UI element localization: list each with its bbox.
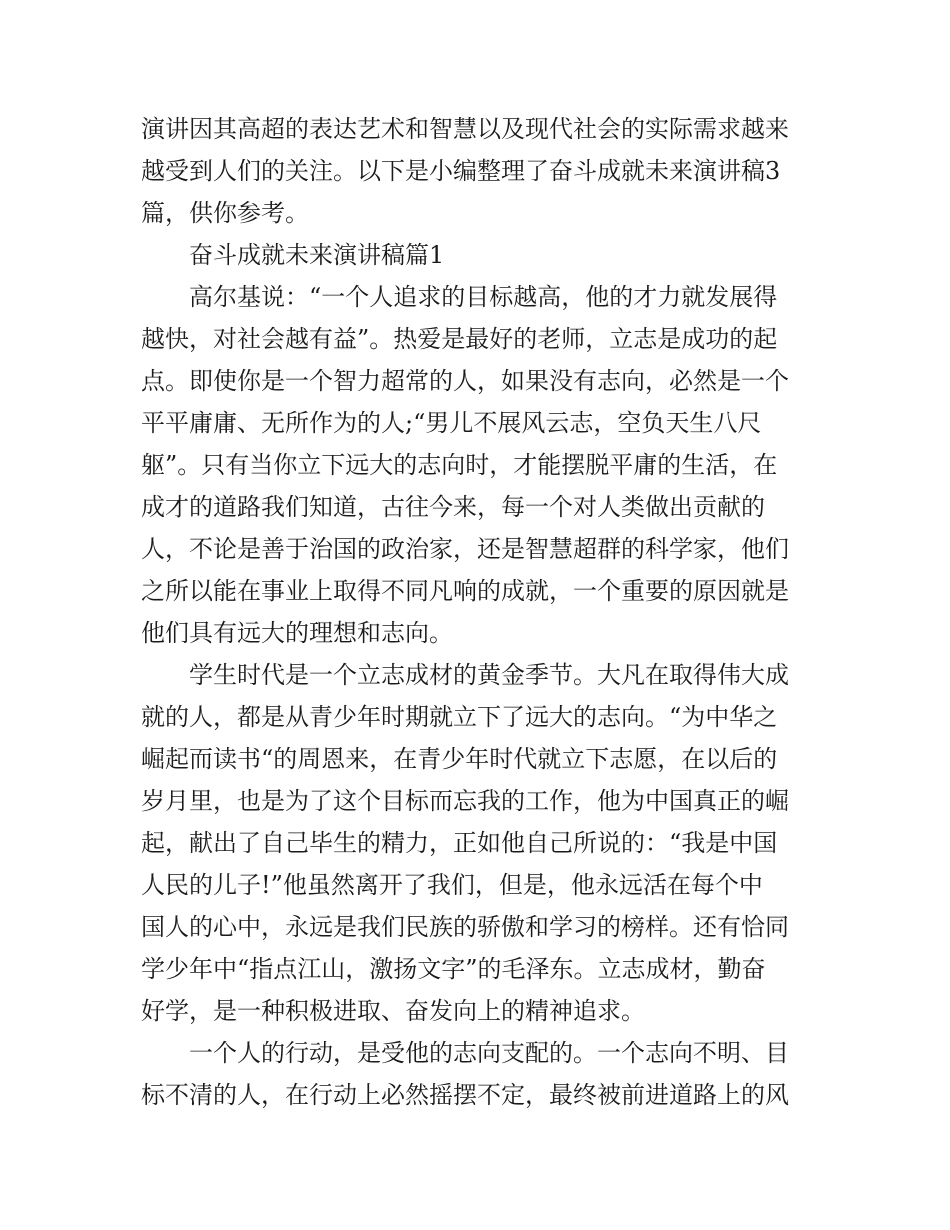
text-line: 学少年中“指点江山，激扬文字”的毛泽东。立志成材，勤奋	[141, 955, 766, 983]
text-line: 一个人的行动，是受他的志向支配的。一个志向不明、目	[189, 1039, 789, 1067]
text-line: 标不清的人，在行动上必然摇摆不定，最终被前进道路上的风	[141, 1081, 789, 1109]
text-line: 之所以能在事业上取得不同凡响的成就，一个重要的原因就是	[141, 577, 789, 605]
text-line: 人民的儿子!”他虽然离开了我们，但是，他永远活在每个中	[141, 871, 763, 899]
text-line: 就的人，都是从青少年时期就立下了远大的志向。“为中华之	[141, 703, 778, 731]
text-line: 躯”。只有当你立下远大的志向时，才能摆脱平庸的生活，在	[141, 451, 778, 479]
text-line: 学生时代是一个立志成材的黄金季节。大凡在取得伟大成	[189, 661, 789, 689]
text-line: 他们具有远大的理想和志向。	[141, 619, 453, 647]
text-line: 高尔基说：“一个人追求的目标越高，他的才力就发展得	[189, 283, 778, 311]
text-line: 点。即使你是一个智力超常的人，如果没有志向，必然是一个	[141, 367, 789, 395]
text-line: 越快，对社会越有益”。热爱是最好的老师，立志是成功的起	[141, 325, 778, 353]
text-line: 岁月里，也是为了这个目标而忘我的工作，他为中国真正的崛	[141, 787, 789, 815]
text-line: 演讲因其高超的表达艺术和智慧以及现代社会的实际需求越来	[141, 115, 789, 143]
text-line: 起，献出了自己毕生的精力，正如他自己所说的：“我是中国	[141, 829, 778, 857]
text-line: 篇，供你参考。	[141, 199, 309, 227]
text-line: 人，不论是善于治国的政治家，还是智慧超群的科学家，他们	[141, 535, 789, 563]
text-line: 成才的道路我们知道，古往今来，每一个对人类做出贡献的	[141, 493, 765, 521]
text-line: 平平庸庸、无所作为的人;“男儿不展风云志，空负天生八尺	[141, 409, 762, 437]
text-line: 国人的心中，永远是我们民族的骄傲和学习的榜样。还有恰同	[141, 913, 789, 941]
text-line: 崛起而读书“的周恩来，在青少年时代就立下志愿，在以后的	[141, 745, 778, 773]
document-body	[141, 108, 813, 1116]
text-line: 好学，是一种积极进取、奋发向上的精神追求。	[141, 997, 645, 1025]
text-line: 越受到人们的关注。以下是小编整理了奋斗成就未来演讲稿3	[141, 157, 781, 185]
text-line: 奋斗成就未来演讲稿篇1	[189, 241, 445, 269]
